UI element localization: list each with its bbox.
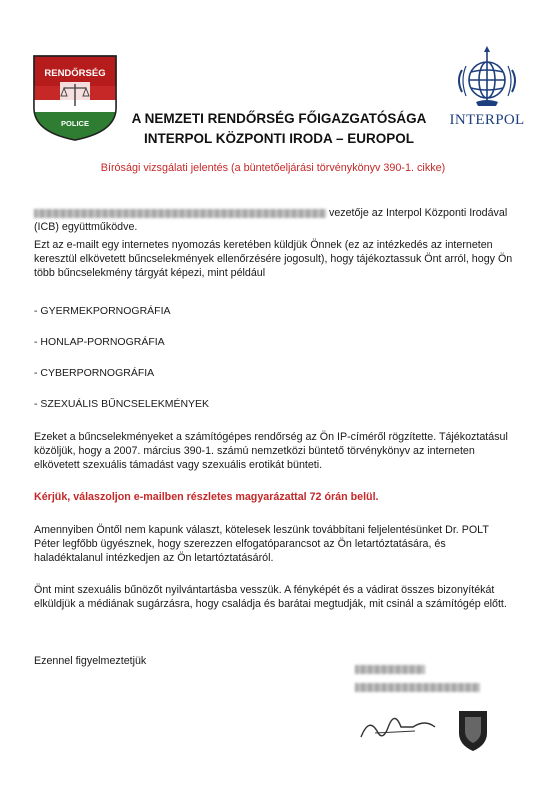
badge-bottom-text: POLICE bbox=[61, 119, 89, 128]
response-request: Kérjük, válaszoljon e-mailben részletes magyarázattal 72 órán belül. bbox=[34, 491, 379, 503]
badge-top-text: RENDŐRSÉG bbox=[44, 68, 106, 79]
report-subtitle: Bírósági vizsgálati jelentés (a büntetőeljárási törvénykönyv 390-1. cikke) bbox=[100, 162, 446, 174]
intro-line-1-text: vezetője az Interpol Központi Irodával bbox=[328, 207, 508, 219]
threat-paragraph: Amennyiben Öntől nem kapunk választ, kötelesek leszünk továbbítani feljelentésünket Dr. POLT Péter legfőbb ügyésznek, hogy szerezzen elfogatóparancsot az Ön letartóztatására, és haladéktalanul intézkedjen az Ön letartóztatásáról. bbox=[34, 524, 489, 564]
signature-block bbox=[355, 663, 505, 753]
registry-paragraph: Önt mint szexuális bűnözőt nyilvántartásba vesszük. A fényképét és a vádirat összes bizonyítékát elküldjük a médiának sugárzásra, hogy családja és barátai megtudják, mit csinál a számítógép előtt. bbox=[34, 584, 507, 610]
header-line-2: INTERPOL KÖZPONTI IRODA – EUROPOL bbox=[143, 131, 415, 146]
redacted-signer-name bbox=[355, 665, 425, 674]
handwritten-signature bbox=[355, 697, 505, 753]
redacted-signer-title bbox=[355, 683, 480, 692]
intro-paragraph: Ezt az e-mailt egy internetes nyomozás keretében küldjük Önnek (ez az intézkedés az interneten keresztül elkövetett bűncselekmények ellenőrzésére jogosult), hogy tájékoztassuk Önt arról, hogy Ön több bűncselekmény tárgyát képezi, mint például bbox=[34, 239, 513, 279]
crime-item-1: - GYERMEKPORNOGRÁFIA bbox=[34, 305, 171, 317]
crime-item-2: - HONLAP-PORNOGRÁFIA bbox=[34, 336, 165, 348]
interpol-logo bbox=[448, 44, 526, 136]
crime-item-3: - CYBERPORNOGRÁFIA bbox=[34, 367, 155, 379]
closing-line: Ezennel figyelmeztetjük bbox=[34, 655, 147, 667]
evidence-paragraph: Ezeket a bűncselekményeket a számítógépes rendőrség az Ön IP-címéről rögzítette. Tájékoztatásul közöljük, hogy a 2007. március 390-1. számú nemzetközi büntető törvénykönyv az interneten elkövetett szexuális támadást vagy szexuális erotikát bünteti. bbox=[34, 431, 508, 471]
intro-line-2: (ICB) együttműködve. bbox=[34, 221, 138, 233]
crime-item-4: - SZEXUÁLIS BŰNCSELEKMÉNYEK bbox=[34, 398, 210, 410]
police-badge-logo bbox=[30, 50, 120, 142]
interpol-logo-text: INTERPOL bbox=[449, 112, 525, 128]
header-line-1: A NEMZETI RENDŐRSÉG FŐIGAZGATÓSÁGA bbox=[131, 111, 427, 126]
redacted-name bbox=[34, 209, 326, 218]
intro-line-1 bbox=[34, 206, 514, 220]
